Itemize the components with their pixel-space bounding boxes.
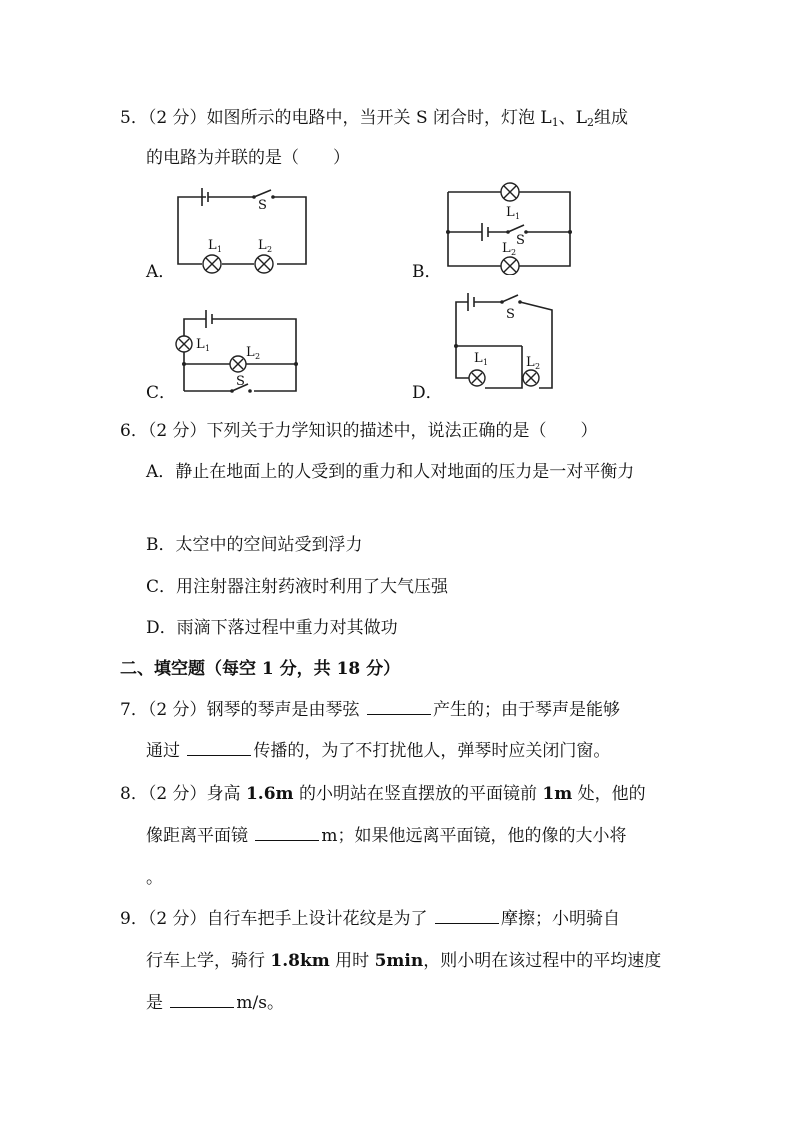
svg-text:S: S xyxy=(236,374,245,389)
svg-text:L: L xyxy=(258,238,267,253)
svg-text:L: L xyxy=(526,355,535,370)
q6-option-a: A．静止在地面上的人受到的重力和人对地面的压力是一对平衡力 xyxy=(146,462,635,482)
q5-line2: 的电路为并联的是（ ） xyxy=(146,148,350,168)
q8-line3: 。 xyxy=(146,868,163,888)
svg-text:2: 2 xyxy=(255,352,261,361)
q9-line3: 是 m/s。 xyxy=(146,993,284,1013)
answer-blank[interactable] xyxy=(255,824,319,841)
q5-text-a: 如图所示的电路中，当开关 S 闭合时，灯泡 L xyxy=(206,108,552,128)
q8-line2: 像距离平面镜 m；如果他远离平面镜，他的像的大小将 xyxy=(146,826,627,846)
answer-blank[interactable] xyxy=(367,698,431,715)
q5-option-d-label: D． xyxy=(412,383,443,403)
circuit-diagram-a xyxy=(174,182,324,277)
answer-blank[interactable] xyxy=(435,907,499,924)
q5-line1: 5．（2 分）如图所示的电路中，当开关 S 闭合时，灯泡 $L_1$、$L_2$组成 xyxy=(120,108,629,129)
svg-text:S: S xyxy=(516,233,525,248)
svg-text:1: 1 xyxy=(205,344,211,353)
svg-text:L: L xyxy=(502,241,511,256)
q6-option-d: D．雨滴下落过程中重力对其做功 xyxy=(146,618,398,638)
circuit-diagram-c xyxy=(172,302,322,397)
q5-score: （2 分） xyxy=(147,108,207,128)
q7-line2: 通过 传播的，为了不打扰他人，弹琴时应关闭门窗。 xyxy=(146,741,611,761)
q8-line1: 8．（2 分）身高 1.6m 的小明站在竖直摆放的平面镜前 1m 处，他的 xyxy=(120,784,646,804)
q5-number: 5． xyxy=(120,108,148,128)
svg-text:2: 2 xyxy=(511,248,517,257)
q5-option-c-label: C． xyxy=(146,383,177,403)
q9-line2: 行车上学，骑行 1.8km 用时 5min，则小明在该过程中的平均速度 xyxy=(146,951,662,971)
svg-text:L: L xyxy=(196,337,205,352)
q9-line1: 9．（2 分）自行车把手上设计花纹是为了 摩擦；小明骑自 xyxy=(120,909,620,929)
svg-text:2: 2 xyxy=(535,362,541,371)
svg-text:1: 1 xyxy=(483,358,489,367)
svg-text:1: 1 xyxy=(217,245,223,254)
q5-option-b-label: B． xyxy=(412,262,442,282)
section-heading: 二、填空题（每空 1 分，共 18 分） xyxy=(120,659,401,679)
q6-stem: 6．（2 分）下列关于力学知识的描述中，说法正确的是（ ） xyxy=(120,421,598,441)
q6-option-c: C．用注射器注射药液时利用了大气压强 xyxy=(146,577,449,597)
svg-text:S: S xyxy=(506,307,515,322)
q6-option-b: B．太空中的空间站受到浮力 xyxy=(146,535,363,555)
circuit-diagram-d xyxy=(440,290,565,390)
answer-blank[interactable] xyxy=(187,739,251,756)
svg-text:L: L xyxy=(246,345,255,360)
svg-text:2: 2 xyxy=(267,245,273,254)
q7-line1: 7．（2 分）钢琴的琴声是由琴弦 产生的；由于琴声是能够 xyxy=(120,700,620,720)
svg-text:L: L xyxy=(208,238,217,253)
svg-text:1: 1 xyxy=(515,212,521,221)
circuit-diagram-b xyxy=(444,180,579,275)
answer-blank[interactable] xyxy=(170,991,234,1008)
q5-option-a-label: A． xyxy=(146,262,176,282)
svg-text:L: L xyxy=(506,205,515,220)
label-s: S xyxy=(258,198,267,213)
svg-text:L: L xyxy=(474,351,483,366)
